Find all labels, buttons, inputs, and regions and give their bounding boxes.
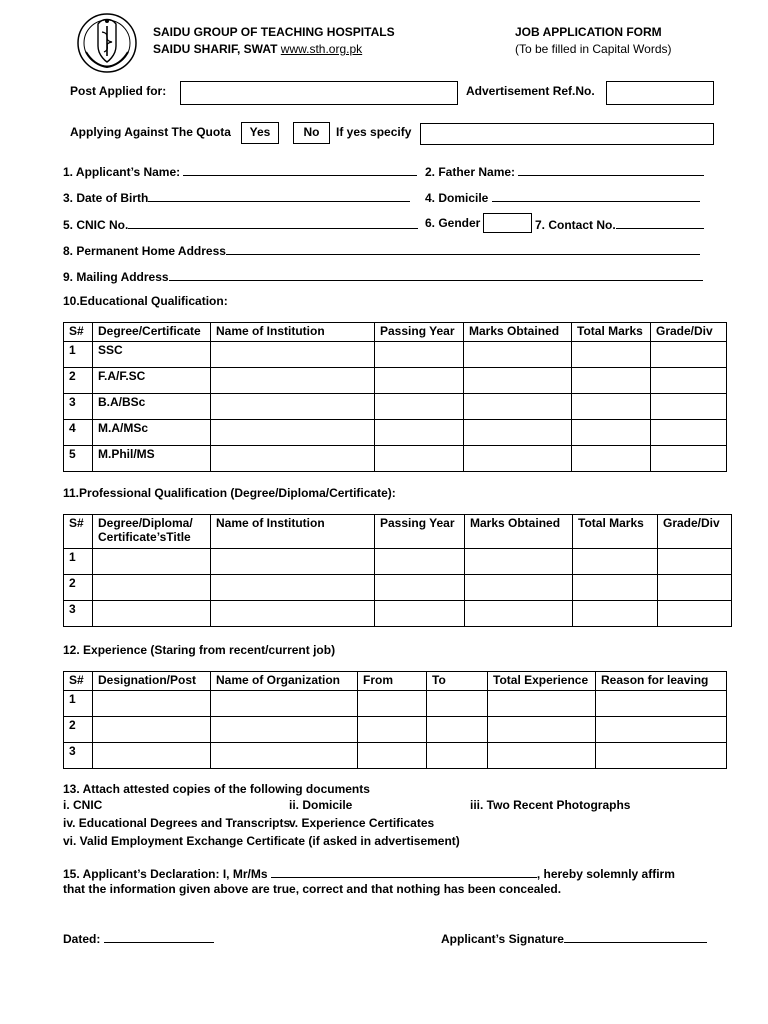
table-row <box>64 446 727 472</box>
col-marks-obtained: Marks Obtained <box>465 515 573 549</box>
table-row <box>64 394 727 420</box>
row-sn: 5 <box>64 446 93 472</box>
cell-degree[interactable] <box>93 575 211 601</box>
permanent-address-label: 8. Permanent Home Address <box>63 244 226 258</box>
applicant-name-label: 1. Applicant’s Name: <box>63 165 181 179</box>
ad-ref-field[interactable] <box>606 81 714 105</box>
row-sn: 1 <box>64 549 93 575</box>
cell-total-experience[interactable] <box>488 743 596 769</box>
col-sn: S# <box>64 515 93 549</box>
cell-total-marks[interactable] <box>572 368 651 394</box>
cell-grade[interactable] <box>651 342 727 368</box>
row-sn: 1 <box>64 691 93 717</box>
experience-table <box>63 671 727 769</box>
col-reason-leaving: Reason for leaving <box>596 672 727 691</box>
cell-designation[interactable] <box>93 717 211 743</box>
hospital-seal-icon <box>76 12 138 74</box>
org-website-link[interactable]: www.sth.org.pk <box>280 42 363 56</box>
row-degree: B.A/BSc <box>93 394 211 420</box>
cell-grade[interactable] <box>651 368 727 394</box>
row-sn: 2 <box>64 575 93 601</box>
post-applied-label: Post Applied for: <box>70 84 167 98</box>
col-organization: Name of Organization <box>211 672 358 691</box>
declaration-name-field[interactable] <box>271 865 537 878</box>
cell-grade[interactable] <box>658 549 732 575</box>
professional-table <box>63 514 732 627</box>
cell-degree[interactable] <box>93 601 211 627</box>
table-row <box>64 549 732 575</box>
cell-marks-obtained[interactable] <box>464 368 572 394</box>
dated-row <box>63 930 214 946</box>
mailing-address-row <box>63 268 703 284</box>
col-total-experience: Total Experience <box>488 672 596 691</box>
permanent-address-row <box>63 242 700 258</box>
table-row <box>64 717 727 743</box>
dob-row <box>63 189 410 205</box>
row-sn: 3 <box>64 601 93 627</box>
cell-passing-year[interactable] <box>375 549 465 575</box>
col-degree-title <box>93 515 211 549</box>
row-sn: 3 <box>64 394 93 420</box>
domicile-field[interactable] <box>492 189 700 202</box>
cell-institution[interactable] <box>211 446 375 472</box>
cell-from[interactable] <box>358 717 427 743</box>
cell-marks-obtained[interactable] <box>465 601 573 627</box>
col-sn: S# <box>64 672 93 691</box>
dated-label: Dated: <box>63 932 101 946</box>
cell-passing-year[interactable] <box>375 342 464 368</box>
col-grade: Grade/Div <box>658 515 732 549</box>
mailing-address-field[interactable] <box>169 268 703 281</box>
quota-no-box[interactable]: No <box>293 122 330 144</box>
col-passing-year: Passing Year <box>375 515 465 549</box>
cell-to[interactable] <box>427 743 488 769</box>
cell-total-marks[interactable] <box>572 342 651 368</box>
declaration-affirm: , hereby solemnly affirm <box>536 867 675 881</box>
cnic-label: 5. CNIC No. <box>63 218 129 232</box>
form-note: (To be filled in Capital Words) <box>515 42 672 56</box>
col-designation: Designation/Post <box>93 672 211 691</box>
cell-institution[interactable] <box>211 394 375 420</box>
quota-label: Applying Against The Quota <box>70 125 231 139</box>
cell-passing-year[interactable] <box>375 420 464 446</box>
gender-field[interactable] <box>483 213 532 233</box>
row-degree: F.A/F.SC <box>93 368 211 394</box>
col-total-marks: Total Marks <box>572 323 651 342</box>
col-from: From <box>358 672 427 691</box>
row-sn: 2 <box>64 368 93 394</box>
father-name-row <box>425 163 704 179</box>
education-heading: 10.Educational Qualification: <box>63 294 228 308</box>
row-degree: M.A/MSc <box>93 420 211 446</box>
cell-passing-year[interactable] <box>375 368 464 394</box>
documents-heading: 13. Attach attested copies of the following documents <box>63 782 370 796</box>
cell-grade[interactable] <box>651 420 727 446</box>
table-row <box>64 420 727 446</box>
col-institution: Name of Institution <box>211 323 375 342</box>
cell-institution[interactable] <box>211 601 375 627</box>
row-degree: SSC <box>93 342 211 368</box>
cell-passing-year[interactable] <box>375 601 465 627</box>
cell-total-marks[interactable] <box>573 601 658 627</box>
education-header-row <box>64 323 727 342</box>
cell-grade[interactable] <box>651 394 727 420</box>
cnic-row <box>63 216 418 232</box>
cell-organization[interactable] <box>211 743 358 769</box>
cell-passing-year[interactable] <box>375 575 465 601</box>
table-row <box>64 691 727 717</box>
col-institution: Name of Institution <box>211 515 375 549</box>
cell-passing-year[interactable] <box>375 446 464 472</box>
col-degree: Degree/Certificate <box>93 323 211 342</box>
cell-institution[interactable] <box>211 342 375 368</box>
cell-reason-leaving[interactable] <box>596 691 727 717</box>
declaration-label: 15. Applicant’s Declaration: I, Mr/Ms <box>63 867 268 881</box>
applicant-name-field[interactable] <box>183 163 417 176</box>
table-row <box>64 601 732 627</box>
signature-row <box>441 930 707 946</box>
cell-total-marks[interactable] <box>572 394 651 420</box>
cell-reason-leaving[interactable] <box>596 717 727 743</box>
col-sn: S# <box>64 323 93 342</box>
dob-field[interactable] <box>148 189 410 202</box>
post-applied-field[interactable] <box>180 81 458 105</box>
education-table <box>63 322 727 472</box>
cell-total-experience[interactable] <box>488 717 596 743</box>
org-address-line <box>153 42 362 56</box>
org-address: SAIDU SHARIF, SWAT <box>153 42 278 56</box>
org-name: SAIDU GROUP OF TEACHING HOSPITALS <box>153 25 395 39</box>
col-passing-year: Passing Year <box>375 323 464 342</box>
document-item: iv. Educational Degrees and Transcripts <box>63 816 291 830</box>
cell-designation[interactable] <box>93 743 211 769</box>
permanent-address-field[interactable] <box>226 242 700 255</box>
cell-marks-obtained[interactable] <box>465 575 573 601</box>
gender-label: 6. Gender <box>425 216 481 230</box>
signature-field[interactable] <box>564 930 707 943</box>
applicant-name-row <box>63 163 417 179</box>
cell-passing-year[interactable] <box>375 394 464 420</box>
form-title: JOB APPLICATION FORM <box>515 25 662 39</box>
cell-organization[interactable] <box>211 717 358 743</box>
father-name-label: 2. Father Name: <box>425 165 516 179</box>
cell-from[interactable] <box>358 691 427 717</box>
ad-ref-label: Advertisement Ref.No. <box>466 84 595 98</box>
cell-grade[interactable] <box>658 575 732 601</box>
dated-field[interactable] <box>104 930 214 943</box>
cell-marks-obtained[interactable] <box>464 420 572 446</box>
cell-grade[interactable] <box>651 446 727 472</box>
row-sn: 2 <box>64 717 93 743</box>
col-total-marks: Total Marks <box>573 515 658 549</box>
cell-marks-obtained[interactable] <box>464 342 572 368</box>
cell-to[interactable] <box>427 691 488 717</box>
professional-header-row <box>64 515 732 549</box>
cell-total-marks[interactable] <box>573 575 658 601</box>
cell-degree[interactable] <box>93 549 211 575</box>
cell-institution[interactable] <box>211 575 375 601</box>
cell-total-marks[interactable] <box>572 446 651 472</box>
table-row <box>64 342 727 368</box>
row-sn: 4 <box>64 420 93 446</box>
cell-reason-leaving[interactable] <box>596 743 727 769</box>
cell-total-experience[interactable] <box>488 691 596 717</box>
domicile-label: 4. Domicile <box>425 191 489 205</box>
col-to: To <box>427 672 488 691</box>
declaration-line1 <box>63 865 675 881</box>
contact-field[interactable] <box>616 216 704 229</box>
col-degree-title-line1: Degree/Diploma/ <box>98 516 193 530</box>
row-degree: M.Phil/MS <box>93 446 211 472</box>
cell-institution[interactable] <box>211 420 375 446</box>
specify-label: If yes specify <box>336 125 412 139</box>
table-row <box>64 368 727 394</box>
document-item: ii. Domicile <box>289 798 353 812</box>
cell-institution[interactable] <box>211 549 375 575</box>
father-name-field[interactable] <box>518 163 704 176</box>
contact-row <box>535 216 704 232</box>
cell-to[interactable] <box>427 717 488 743</box>
mailing-address-label: 9. Mailing Address <box>63 270 169 284</box>
table-row <box>64 575 732 601</box>
col-grade: Grade/Div <box>651 323 727 342</box>
quota-yes-box[interactable]: Yes <box>241 122 279 144</box>
experience-header-row <box>64 672 727 691</box>
cell-marks-obtained[interactable] <box>464 446 572 472</box>
experience-heading: 12. Experience (Staring from recent/current job) <box>63 643 336 657</box>
professional-heading: 11.Professional Qualification (Degree/Diploma/Certificate): <box>63 486 396 500</box>
dob-label: 3. Date of Birth <box>63 191 149 205</box>
cell-institution[interactable] <box>211 368 375 394</box>
contact-label: 7. Contact No. <box>535 218 616 232</box>
document-item: iii. Two Recent Photographs <box>470 798 631 812</box>
signature-label: Applicant’s Signature <box>441 932 564 946</box>
cell-marks-obtained[interactable] <box>465 549 573 575</box>
cell-from[interactable] <box>358 743 427 769</box>
document-item: vi. Valid Employment Exchange Certificate (if asked in advertisement) <box>63 834 460 848</box>
cell-organization[interactable] <box>211 691 358 717</box>
col-marks-obtained: Marks Obtained <box>464 323 572 342</box>
cell-grade[interactable] <box>658 601 732 627</box>
cell-marks-obtained[interactable] <box>464 394 572 420</box>
cell-designation[interactable] <box>93 691 211 717</box>
row-sn: 1 <box>64 342 93 368</box>
cell-total-marks[interactable] <box>572 420 651 446</box>
row-sn: 3 <box>64 743 93 769</box>
declaration-line2: that the information given above are true, correct and that nothing has been concealed. <box>63 882 562 896</box>
cnic-field[interactable] <box>128 216 418 229</box>
col-degree-title-line2: Certificate’sTitle <box>98 530 191 544</box>
document-item: v. Experience Certificates <box>289 816 435 830</box>
cell-total-marks[interactable] <box>573 549 658 575</box>
document-item: i. CNIC <box>63 798 103 812</box>
table-row <box>64 743 727 769</box>
specify-field[interactable] <box>420 123 714 145</box>
domicile-row <box>425 189 700 205</box>
